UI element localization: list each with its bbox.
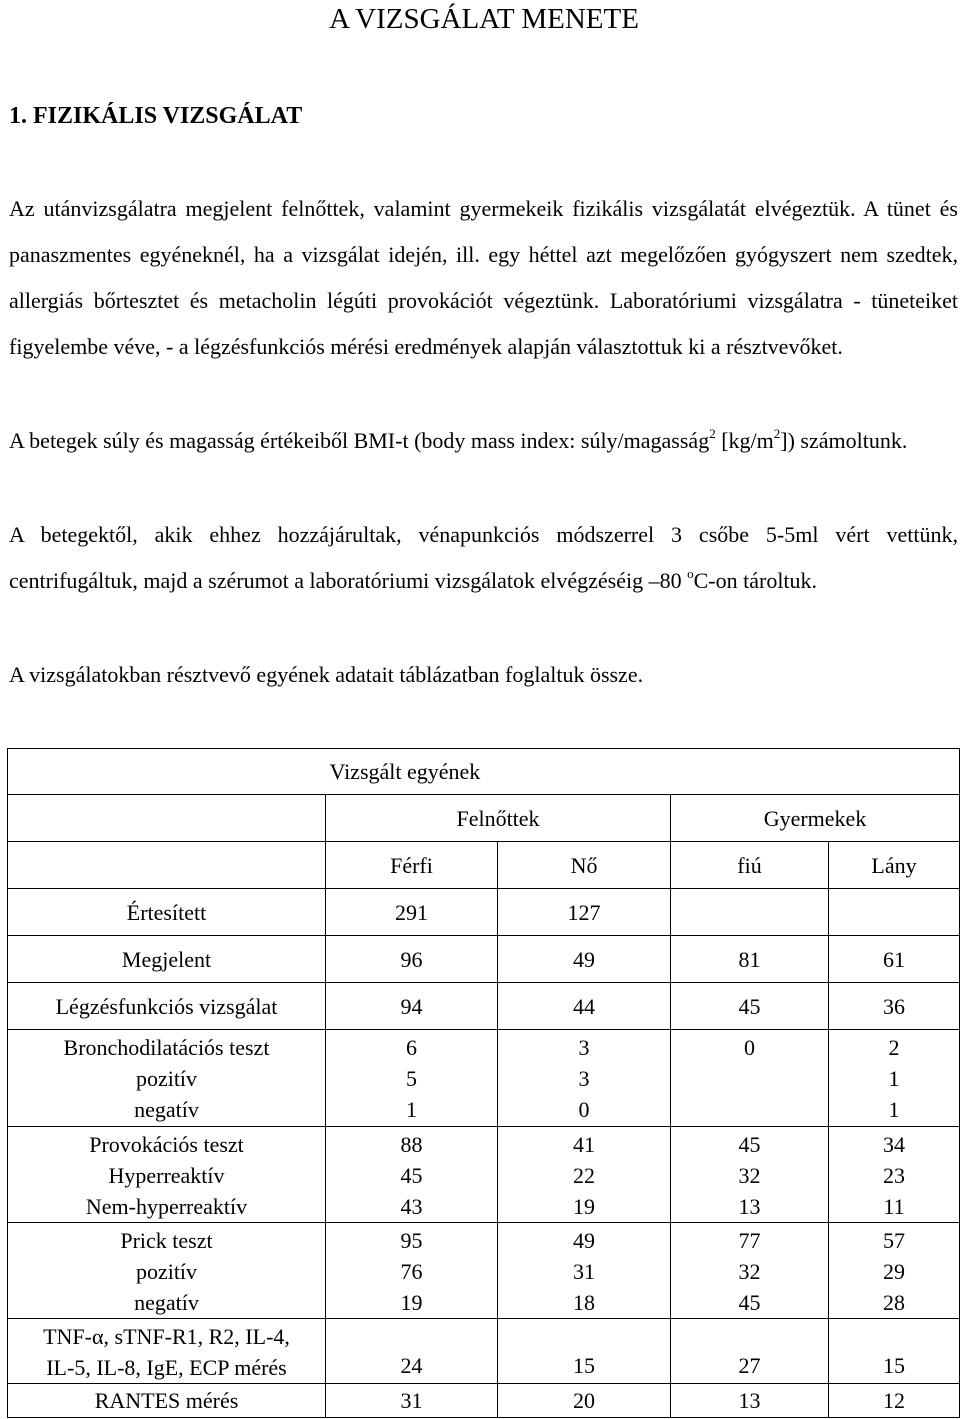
row-label: RANTES mérés bbox=[8, 1384, 326, 1418]
cell-value: 15 bbox=[829, 1319, 960, 1384]
table-header-row bbox=[8, 842, 960, 889]
page-title: A VIZSGÁLAT MENETE bbox=[329, 3, 639, 35]
table-corner bbox=[8, 795, 326, 842]
cell-value: 57 29 28 bbox=[829, 1223, 960, 1319]
section-heading: 1. FIZIKÁLIS VIZSGÁLAT bbox=[9, 103, 303, 129]
paragraph-text: A betegektől, akik ehhez hozzájárultak, vénapunkciós módszerrel 3 csőbe 5-5ml vért vettünk, centrifugáltuk, majd a szérumot a laboratóriumi vizsgálatok elvégzéséig –80 $^o$C-on tároltuk. bbox=[9, 522, 958, 593]
cell-value: 0 bbox=[671, 1030, 829, 1127]
cell-value: 41 22 19 bbox=[498, 1127, 671, 1223]
header-col-male: Férfi bbox=[326, 842, 498, 889]
cell-value: 6 5 1 bbox=[326, 1030, 498, 1127]
cell-value bbox=[671, 889, 829, 936]
cell-value: 3 3 0 bbox=[498, 1030, 671, 1127]
header-col-girl: Lány bbox=[829, 842, 960, 889]
cell-value: 88 45 43 bbox=[326, 1127, 498, 1223]
cell-value: 24 bbox=[326, 1319, 498, 1384]
cell-value: 81 bbox=[671, 936, 829, 983]
cell-value: 45 32 13 bbox=[671, 1127, 829, 1223]
table-header-row bbox=[8, 795, 960, 842]
cell-value: 94 bbox=[326, 983, 498, 1030]
row-label: Megjelent bbox=[8, 936, 326, 983]
table-row bbox=[8, 1384, 960, 1418]
cell-value: 96 bbox=[326, 936, 498, 983]
participants-table bbox=[7, 748, 960, 1418]
cell-value: 44 bbox=[498, 983, 671, 1030]
table-row bbox=[8, 1127, 960, 1223]
cell-value: 45 bbox=[671, 983, 829, 1030]
header-col-female: Nő bbox=[498, 842, 671, 889]
paragraph-text: A betegek súly és magasság értékeiből BMI-t (body mass index: súly/magasság$^2$ $[kg/m^2]$) számoltunk. bbox=[9, 425, 908, 453]
table-row bbox=[8, 889, 960, 936]
table-row bbox=[8, 1319, 960, 1384]
row-label: Értesített bbox=[8, 889, 326, 936]
header-col-boy: fiú bbox=[671, 842, 829, 889]
cell-value bbox=[829, 889, 960, 936]
paragraph-table-intro bbox=[9, 652, 958, 698]
row-label: TNF-α, sTNF-R1, R2, IL-4, IL-5, IL-8, IgE, ECP mérés bbox=[8, 1319, 326, 1384]
table-corner bbox=[8, 842, 326, 889]
paragraph-bmi bbox=[9, 418, 958, 464]
header-group-label: Vizsgált egyének bbox=[326, 749, 671, 795]
cell-value: 13 bbox=[671, 1384, 829, 1418]
cell-value: 49 bbox=[498, 936, 671, 983]
cell-value: 49 31 18 bbox=[498, 1223, 671, 1319]
cell-value: 15 bbox=[498, 1319, 671, 1384]
cell-value: 95 76 19 bbox=[326, 1223, 498, 1319]
header-empty bbox=[671, 749, 960, 795]
cell-value: 34 23 11 bbox=[829, 1127, 960, 1223]
paragraph-blood-sampling bbox=[9, 512, 958, 604]
header-children: Gyermekek bbox=[671, 795, 960, 842]
table-row bbox=[8, 983, 960, 1030]
cell-value: 12 bbox=[829, 1384, 960, 1418]
paragraph-text: Az utánvizsgálatra megjelent felnőttek, valamint gyermekeik fizikális vizsgálatát elvégeztük. A tünet és panaszmentes egyéneknél, ha a vizsgálat idején, ill. egy héttel azt megelőzően gyógyszert nem szedtek, allergiás bőrtesztet és metacholin légúti provokációt végeztünk. Laboratóriumi vizsgálatra - tüneteiket figyelembe véve, - a légzésfunkciós mérési eredmények alapján választottuk ki a résztvevőket. bbox=[9, 196, 958, 359]
table-header-row bbox=[8, 749, 960, 795]
cell-value: 20 bbox=[498, 1384, 671, 1418]
table-row bbox=[8, 936, 960, 983]
table-row bbox=[8, 1223, 960, 1319]
paragraph-procedure bbox=[9, 186, 958, 370]
row-label: Prick teszt pozitív negatív bbox=[8, 1223, 326, 1319]
header-adults: Felnőttek bbox=[326, 795, 671, 842]
cell-value: 61 bbox=[829, 936, 960, 983]
cell-value: 2 1 1 bbox=[829, 1030, 960, 1127]
row-label: Provokációs teszt Hyperreaktív Nem-hyperreaktív bbox=[8, 1127, 326, 1223]
table-corner bbox=[8, 749, 326, 795]
paragraph-text: A vizsgálatokban résztvevő egyének adatait táblázatban foglaltuk össze. bbox=[9, 662, 644, 687]
row-label: Légzésfunkciós vizsgálat bbox=[8, 983, 326, 1030]
cell-value: 27 bbox=[671, 1319, 829, 1384]
cell-value: 127 bbox=[498, 889, 671, 936]
cell-value: 31 bbox=[326, 1384, 498, 1418]
cell-value: 291 bbox=[326, 889, 498, 936]
cell-value: 77 32 45 bbox=[671, 1223, 829, 1319]
row-label: Bronchodilatációs teszt pozitív negatív bbox=[8, 1030, 326, 1127]
table-row bbox=[8, 1030, 960, 1127]
cell-value: 36 bbox=[829, 983, 960, 1030]
